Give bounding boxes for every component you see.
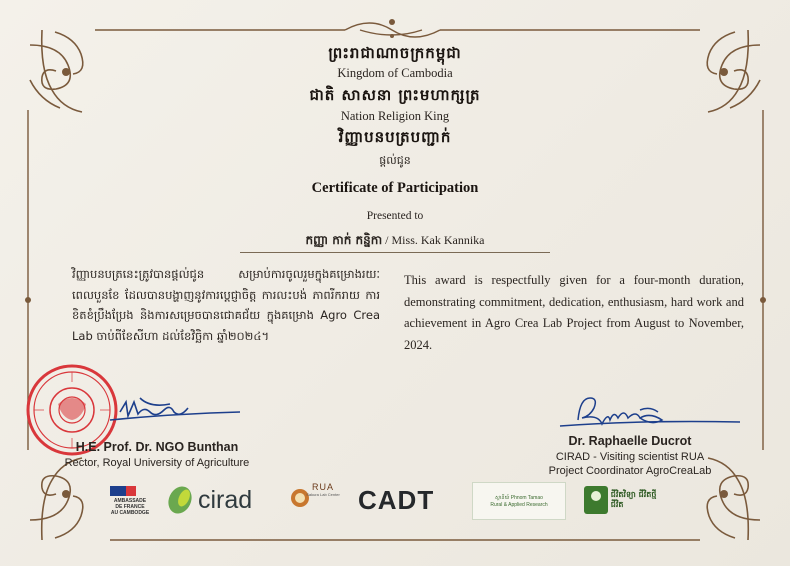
left-signatory-role: Rector, Royal University of Agriculture (64, 457, 250, 469)
page-edge (790, 0, 800, 566)
right-signature (560, 398, 740, 426)
given-khmer: ផ្តល់ជូន (379, 154, 411, 167)
recipient-name-khmer: កញ្ញា កាក់ កន្និកា (305, 233, 383, 247)
research-station-logo (472, 482, 566, 520)
recipient-name-row (240, 232, 550, 253)
research-station-line-1: ស្ថានីយ៍ Phnom Tamao (495, 494, 543, 501)
green-life-wordmark: ជីវិតវិទ្យា ជីវិតថ្មីជីវិត (610, 490, 657, 509)
cirad-wordmark: cirad (198, 485, 253, 514)
partner-logos (100, 482, 660, 518)
right-signatory-name: Dr. Raphaelle Ducrot (568, 434, 692, 448)
french-embassy-line-1: AMBASSADE (113, 498, 147, 504)
left-signatory-name: H.E. Prof. Dr. NGO Bunthan (75, 440, 239, 454)
motto-english: Nation Religion King (340, 109, 450, 123)
recipient-name-english: Miss. Kak Kannika (391, 233, 485, 247)
body-khmer: វិញ្ញាបនបត្រនេះត្រូវបានផ្តល់ជូន សម្រាប់ការចូលរួមក្នុងគម្រោងរយៈពេលបួនខែ ដែលបានបង្ហាញនូវការប្តេជ្ញាចិត្ត ការលះបង់ ភាពរីករាយ ការខិតខំប្រឹងប្រែង និងការសម្រេចបានជោគជ័យ ក្នុងគម្រោង Agro Crea Lab ចាប់ពីខែសីហា ដល់ខែវិច្ឆិកា ឆ្នាំ២០២៤។ (72, 267, 380, 343)
cadt-logo (358, 482, 460, 518)
body-english: This award is respectfully given for a four-month duration, demonstrating commitment, dedication, enthusiasm, hard work and achievement in Agro Crea Lab Project from August to November, 2024. (404, 273, 744, 352)
certificate-khmer: វិញ្ញាបនបត្របញ្ជាក់ (338, 128, 452, 146)
rua-subtitle: Sakura Lab Center (306, 492, 340, 497)
cadt-wordmark: CADT (358, 484, 435, 515)
certificate-title: Certificate of Participation (311, 180, 479, 196)
french-embassy-logo (100, 482, 160, 518)
french-embassy-line-2: DE FRANCE (115, 504, 145, 510)
cirad-logo (166, 482, 276, 518)
right-signatory-role-1: CIRAD - Visiting scientist RUA (555, 451, 705, 463)
research-station-line-2: Rural & Applied Research (490, 501, 548, 508)
rua-wordmark: RUA (311, 482, 334, 492)
green-life-logo (584, 482, 664, 518)
kingdom-khmer: ព្រះរាជាណាចក្រកម្ពុជា (328, 44, 462, 62)
left-signature (110, 398, 240, 420)
right-signatory-role-2: Project Coordinator AgroCreaLab (548, 465, 712, 477)
kingdom-english: Kingdom of Cambodia (337, 66, 453, 80)
presented-to: Presented to (366, 210, 424, 222)
name-separator: / (385, 233, 389, 247)
motto-khmer: ជាតិ សាសនា ព្រះមហាក្សត្រ (309, 86, 481, 104)
rua-logo (288, 482, 340, 518)
french-embassy-line-3: AU CAMBODGE (110, 510, 150, 516)
